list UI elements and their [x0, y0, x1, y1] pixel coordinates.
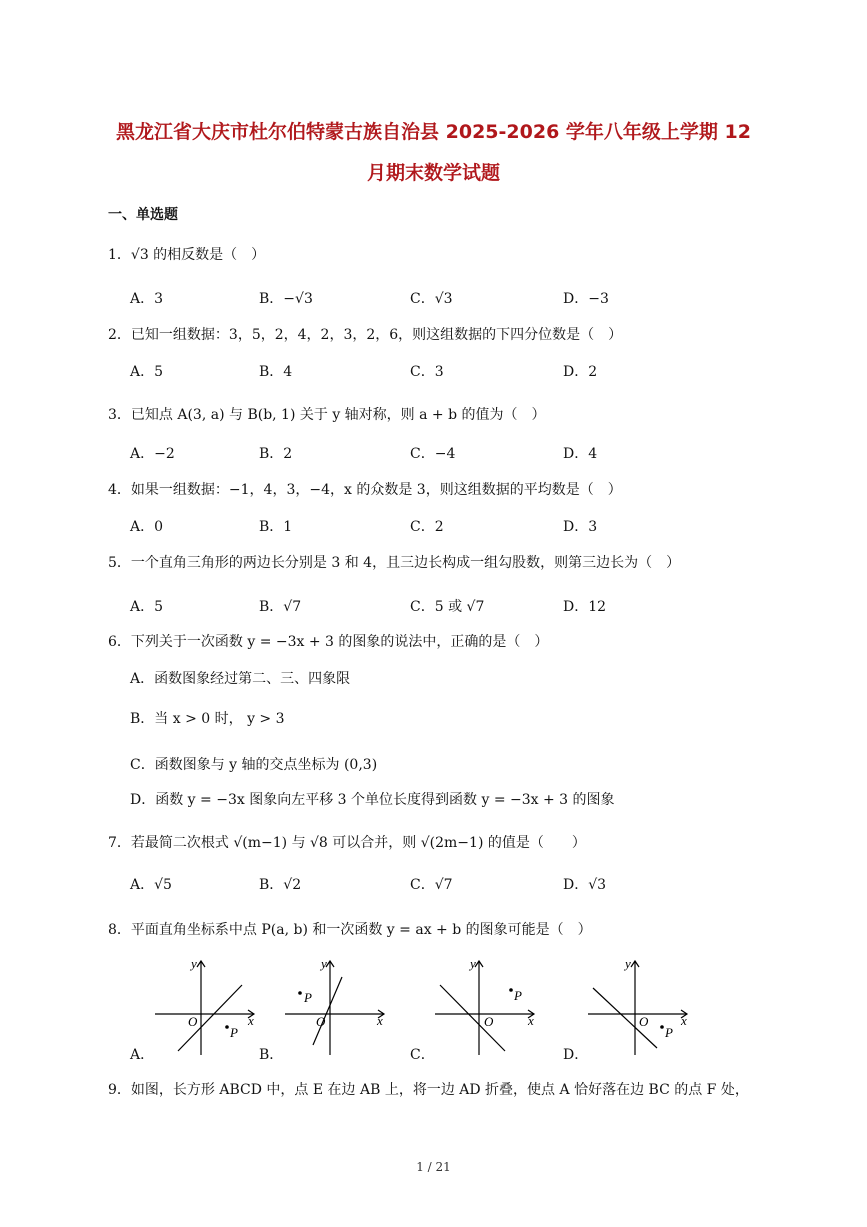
q6-option-b: B．当 x > 0 时， y > 3 — [130, 711, 285, 727]
q5-option-c: C．5 或 √7 — [410, 599, 485, 615]
question-3: 3．已知点 A(3, a) 与 B(b, 1) 关于 y 轴对称，则 a + b 的值为（ ） — [108, 407, 546, 423]
q2-option-a: A．5 — [130, 364, 164, 380]
q7-option-d: D．√3 — [563, 877, 607, 893]
q5-option-a: A．5 — [130, 599, 164, 615]
q7-option-a: A．√5 — [130, 877, 172, 893]
graph-b-point-label: P — [304, 990, 312, 1005]
q1-option-d: D．−3 — [563, 291, 609, 307]
q7-option-c: C．√7 — [410, 877, 453, 893]
q3-option-b: B．2 — [259, 446, 293, 462]
question-8: 8．平面直角坐标系中点 P(a, b) 和一次函数 y = ax + b 的图象可能是（ ） — [108, 922, 592, 938]
graph-a-y-label: y — [191, 956, 197, 971]
graph-c-point-label: P — [514, 988, 522, 1003]
q3-option-a: A．−2 — [130, 446, 175, 462]
q7-option-b: B．√2 — [259, 877, 302, 893]
graph-a-origin-label: O — [188, 1014, 198, 1029]
document-title-line-2: 月期末数学试题 — [366, 162, 500, 184]
q4-option-b: B．1 — [259, 519, 293, 535]
q3-option-c: C．−4 — [410, 446, 456, 462]
q5-option-b: B．√7 — [259, 599, 302, 615]
page-number: 1 / 21 — [416, 1160, 451, 1174]
question-1: 1．√3 的相反数是（ ） — [108, 247, 266, 263]
graph-c-x-label: x — [528, 1013, 534, 1028]
q8-graph-b — [280, 955, 395, 1060]
graph-d-origin-label: O — [639, 1014, 649, 1029]
q8-option-a: A． — [130, 1047, 155, 1063]
q6-option-d: D．函数 y = −3x 图象向左平移 3 个单位长度得到函数 y = −3x + 3 的图象 — [130, 792, 615, 808]
q5-option-d: D．12 — [563, 599, 607, 615]
q1-option-c: C．√3 — [410, 291, 453, 307]
graph-d-point-label: P — [665, 1025, 673, 1040]
graph-d-y-label: y — [625, 956, 631, 971]
question-6: 6．下列关于一次函数 y = −3x + 3 的图象的说法中，正确的是（ ） — [108, 634, 549, 650]
graph-a-x-label: x — [248, 1013, 254, 1028]
q4-option-c: C．2 — [410, 519, 444, 535]
graph-b-x-label: x — [377, 1013, 383, 1028]
q8-option-d: D． — [563, 1047, 589, 1063]
graph-b-origin-label: O — [316, 1014, 326, 1029]
q1-option-b: B．−√3 — [259, 291, 313, 307]
q2-option-c: C．3 — [410, 364, 444, 380]
question-2: 2．已知一组数据：3，5，2，4，2，3，2，6，则这组数据的下四分位数是（ ） — [108, 327, 623, 343]
graph-d-x-label: x — [681, 1013, 687, 1028]
question-5: 5．一个直角三角形的两边长分别是 3 和 4，且三边长构成一组勾股数，则第三边长为（ ） — [108, 555, 681, 571]
question-4: 4．如果一组数据：−1，4，3，−4，x 的众数是 3，则这组数据的平均数是（ ） — [108, 482, 622, 498]
q4-option-a: A．0 — [130, 519, 164, 535]
q2-option-b: B．4 — [259, 364, 293, 380]
q2-option-d: D．2 — [563, 364, 598, 380]
graph-c-y-label: y — [470, 956, 476, 971]
q6-option-a: A．函数图象经过第二、三、四象限 — [130, 671, 351, 687]
question-7: 7．若最简二次根式 √(m−1) 与 √8 可以合并，则 √(2m−1) 的值是（ ） — [108, 835, 586, 851]
section-heading: 一、单选题 — [108, 207, 178, 223]
graph-c-origin-label: O — [484, 1014, 494, 1029]
graph-b-y-label: y — [321, 956, 327, 971]
q1-option-a: A．3 — [130, 291, 164, 307]
q4-option-d: D．3 — [563, 519, 598, 535]
question-9: 9．如图，长方形 ABCD 中，点 E 在边 AB 上，将一边 AD 折叠，使点 A 恰好落在边 BC 的点 F 处， — [108, 1082, 749, 1098]
q3-option-d: D．4 — [563, 446, 598, 462]
q8-graph-d — [585, 955, 700, 1060]
q8-graph-a — [150, 955, 265, 1060]
q8-option-c: C． — [410, 1047, 435, 1063]
q8-option-b: B． — [259, 1047, 284, 1063]
q6-option-c: C．函数图象与 y 轴的交点坐标为 (0,3) — [130, 757, 378, 773]
document-title-line-1: 黑龙江省大庆市杜尔伯特蒙古族自治县 2025-2026 学年八年级上学期 12 — [116, 121, 751, 143]
q8-graph-c — [430, 955, 545, 1060]
graph-a-point-label: P — [230, 1025, 238, 1040]
